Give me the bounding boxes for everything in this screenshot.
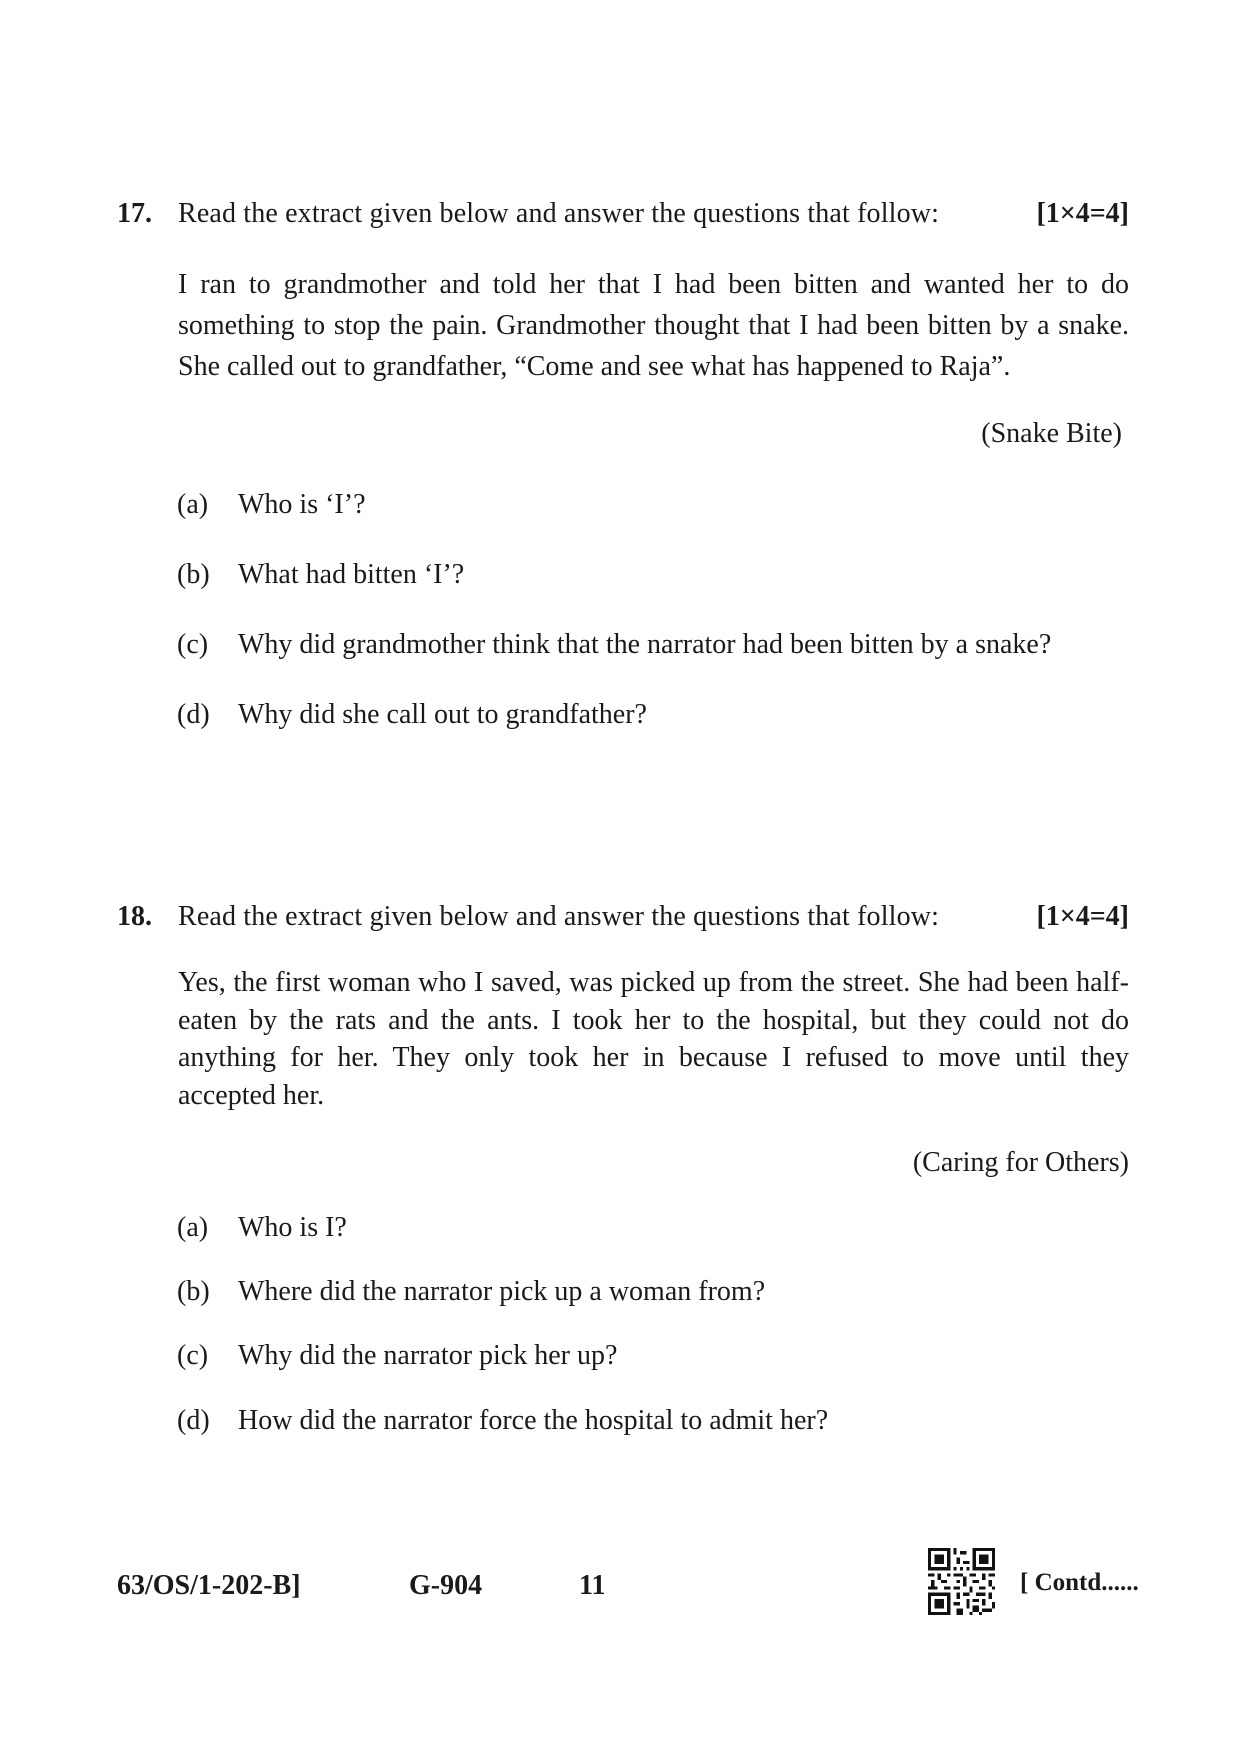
question-18-source: (Caring for Others) bbox=[912, 1147, 1129, 1178]
question-18-extract: Yes, the first woman who I saved, was picked up from the street. She had been half-eaten by the rats and the ants. I took her to the hospital, but they could not do anything for her. They only took her in because I refused to move until they accepted her. bbox=[178, 967, 1129, 1111]
subquestion-letter: (c) bbox=[177, 1340, 209, 1371]
subquestion-letter: (b) bbox=[177, 1276, 210, 1307]
subquestion-text: Who is I? bbox=[238, 1212, 347, 1243]
question-18-subquestion-b bbox=[177, 1274, 765, 1310]
question-17-subquestion-d bbox=[177, 697, 647, 733]
question-instruction: Read the extract given below and answer the questions that follow: bbox=[178, 198, 940, 229]
subquestion-letter: (c) bbox=[177, 629, 209, 660]
question-number: 18. bbox=[117, 901, 152, 932]
question-17-extract: I ran to grandmother and told her that I had been bitten and wanted her to do something to stop the pain. Grandmother thought that I had been bitten by a snake. She called out to grandfather, “Come and see what has happened to Raja”. bbox=[178, 269, 1129, 382]
question-17-subquestion-a bbox=[177, 487, 366, 523]
qr-code-icon bbox=[928, 1548, 995, 1615]
subquestion-letter: (d) bbox=[177, 699, 210, 730]
question-marks: [1×4=4] bbox=[1036, 901, 1129, 932]
page-number: 11 bbox=[579, 1570, 606, 1601]
question-number: 17. bbox=[117, 198, 152, 229]
subquestion-letter: (a) bbox=[177, 489, 209, 520]
question-18-subquestion-a bbox=[177, 1210, 347, 1246]
subquestion-letter: (b) bbox=[177, 559, 210, 590]
question-instruction: Read the extract given below and answer the questions that follow: bbox=[178, 901, 940, 932]
question-17-subquestion-c bbox=[177, 627, 1051, 663]
subquestion-text: Why did she call out to grandfather? bbox=[238, 699, 647, 730]
paper-code: 63/OS/1-202-B] bbox=[117, 1570, 301, 1601]
subquestion-text: Why did the narrator pick her up? bbox=[238, 1340, 618, 1371]
question-marks: [1×4=4] bbox=[1036, 198, 1129, 229]
subquestion-text: Who is ‘I’? bbox=[238, 489, 366, 520]
subquestion-text: Where did the narrator pick up a woman from? bbox=[238, 1276, 766, 1307]
question-18-subquestion-c bbox=[177, 1338, 617, 1374]
subquestion-text: What had bitten ‘I’? bbox=[238, 559, 465, 590]
question-17-subquestion-b bbox=[177, 557, 464, 593]
question-18-subquestion-d bbox=[177, 1403, 828, 1439]
question-17-source: (Snake Bite) bbox=[981, 418, 1122, 449]
subquestion-letter: (a) bbox=[177, 1212, 209, 1243]
subquestion-text: How did the narrator force the hospital to admit her? bbox=[238, 1405, 829, 1436]
subquestion-text: Why did grandmother think that the narrator had been bitten by a snake? bbox=[238, 629, 1052, 660]
set-code: G-904 bbox=[409, 1570, 483, 1601]
continued-marker: [ Contd...... bbox=[1020, 1569, 1139, 1596]
subquestion-letter: (d) bbox=[177, 1405, 210, 1436]
